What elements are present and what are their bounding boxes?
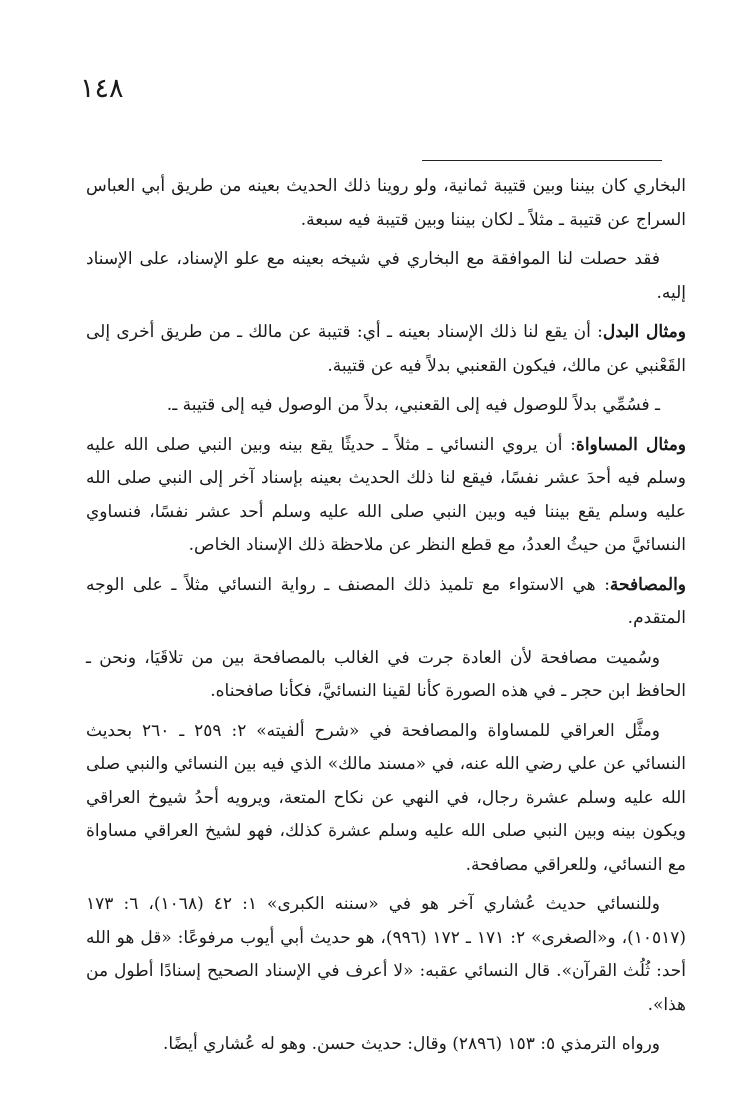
page-number: ١٤٨ — [80, 73, 124, 104]
paragraph-term: والمصافحة — [609, 574, 686, 595]
paragraph — [86, 389, 686, 423]
paragraph — [86, 715, 686, 883]
paragraph-text: البخاري كان بيننا وبين قتيبة ثمانية، ولو روينا ذلك الحديث بعينه من طريق أبي العباس السراج عن قتيبة ـ مثلاً ـ لكان بيننا وبين قتيبة فيه سبعة. — [86, 176, 686, 230]
paragraph-text: فقد حصلت لنا الموافقة مع البخاري في شيخه بعينه مع علو الإسناد، على الإسناد إليه. — [86, 249, 686, 303]
paragraph — [86, 569, 686, 636]
paragraph-text: ومثَّل العراقي للمساواة والمصافحة في «شرح ألفيته» ٢: ٢٥٩ ـ ٢٦٠ بحديث النسائي عن علي رضي الله عنه، في «مسند مالك» الذي فيه بين النسائي والنبي صلى الله عليه وسلم عشرة رجال، في النهي عن نكاح المتعة، ويرويه أحدُ شيوخ العراقي ويكون بينه وبين النبي صلى الله عليه وسلم عشرة كذلك، فهو لشيخ العراقي مساواة مع النسائي، وللعراقي مصافحة. — [86, 720, 686, 875]
paragraph-text: : أن يقع لنا ذلك الإسناد بعينه ـ أي: قتيبة عن مالك ـ من طريق أخرى إلى القَعْنبي عن مالك، فيكون القعنبي بدلاً فيه عن قتيبة. — [86, 322, 686, 376]
paragraph — [86, 316, 686, 383]
paragraph — [86, 429, 686, 563]
paragraph-text: ورواه الترمذي ٥: ١٥٣ (٢٨٩٦) وقال: حديث حسن. وهو له عُشاري أيضًا. — [162, 1034, 660, 1054]
paragraph — [86, 170, 686, 237]
paragraph-text: : هي الاستواء مع تلميذ ذلك المصنف ـ رواية النسائي مثلاً ـ على الوجه المتقدم. — [86, 574, 686, 628]
paragraph-text: ـ فسُمِّي بدلاً للوصول فيه إلى القعنبي، بدلاً من الوصول فيه إلى قتيبة ـ. — [166, 395, 660, 415]
paragraph — [86, 888, 686, 1022]
paragraph-text: : أن يروي النسائي ـ مثلاً ـ حديثًا يقع بينه وبين النبي صلى الله عليه وسلم فيه أحدَ عشر نفسًا، فيقع لنا ذلك الحديث بعينه بإسناد آخر إلى النبي صلى الله عليه وسلم يقع بيننا فيه وبين النبي صلى الله عليه وسلم أحد عشر نفسًا، فنساوي النسائيَّ من حيثُ العددُ، مع قطع النظر عن ملاحظة ذلك الإسناد الخاص. — [86, 434, 686, 555]
paragraph-term: ومثال المساواة — [575, 434, 687, 455]
paragraph — [86, 642, 686, 709]
paragraph — [86, 243, 686, 310]
footnote-separator — [422, 160, 662, 161]
footnote-text — [86, 170, 686, 1068]
paragraph — [86, 1028, 686, 1062]
paragraph-term: ومثال البدل — [602, 322, 686, 342]
paragraph-text: وللنسائي حديث عُشاري آخر هو في «سننه الكبرى» ١: ٤٢ (١٠٦٨)، ٦: ١٧٣ (١٠٥١٧)، و«الصغرى» ٢: ١٧١ ـ ١٧٢ (٩٩٦)، هو حديث أبي أيوب مرفوعًا: «قل هو الله أحد: ثُلُث القرآن». قال النسائي عقبه: «لا أعرف في الإسناد الصحيح إسنادًا أطول من هذا». — [86, 894, 686, 1015]
paragraph-text: وسُميت مصافحة لأن العادة جرت في الغالب بالمصافحة بين من تلاقَيَا، ونحن ـ الحافظ ابن حجر ـ في هذه الصورة كأنا لقينا النسائيَّ، فكأنا صافحناه. — [86, 647, 686, 701]
